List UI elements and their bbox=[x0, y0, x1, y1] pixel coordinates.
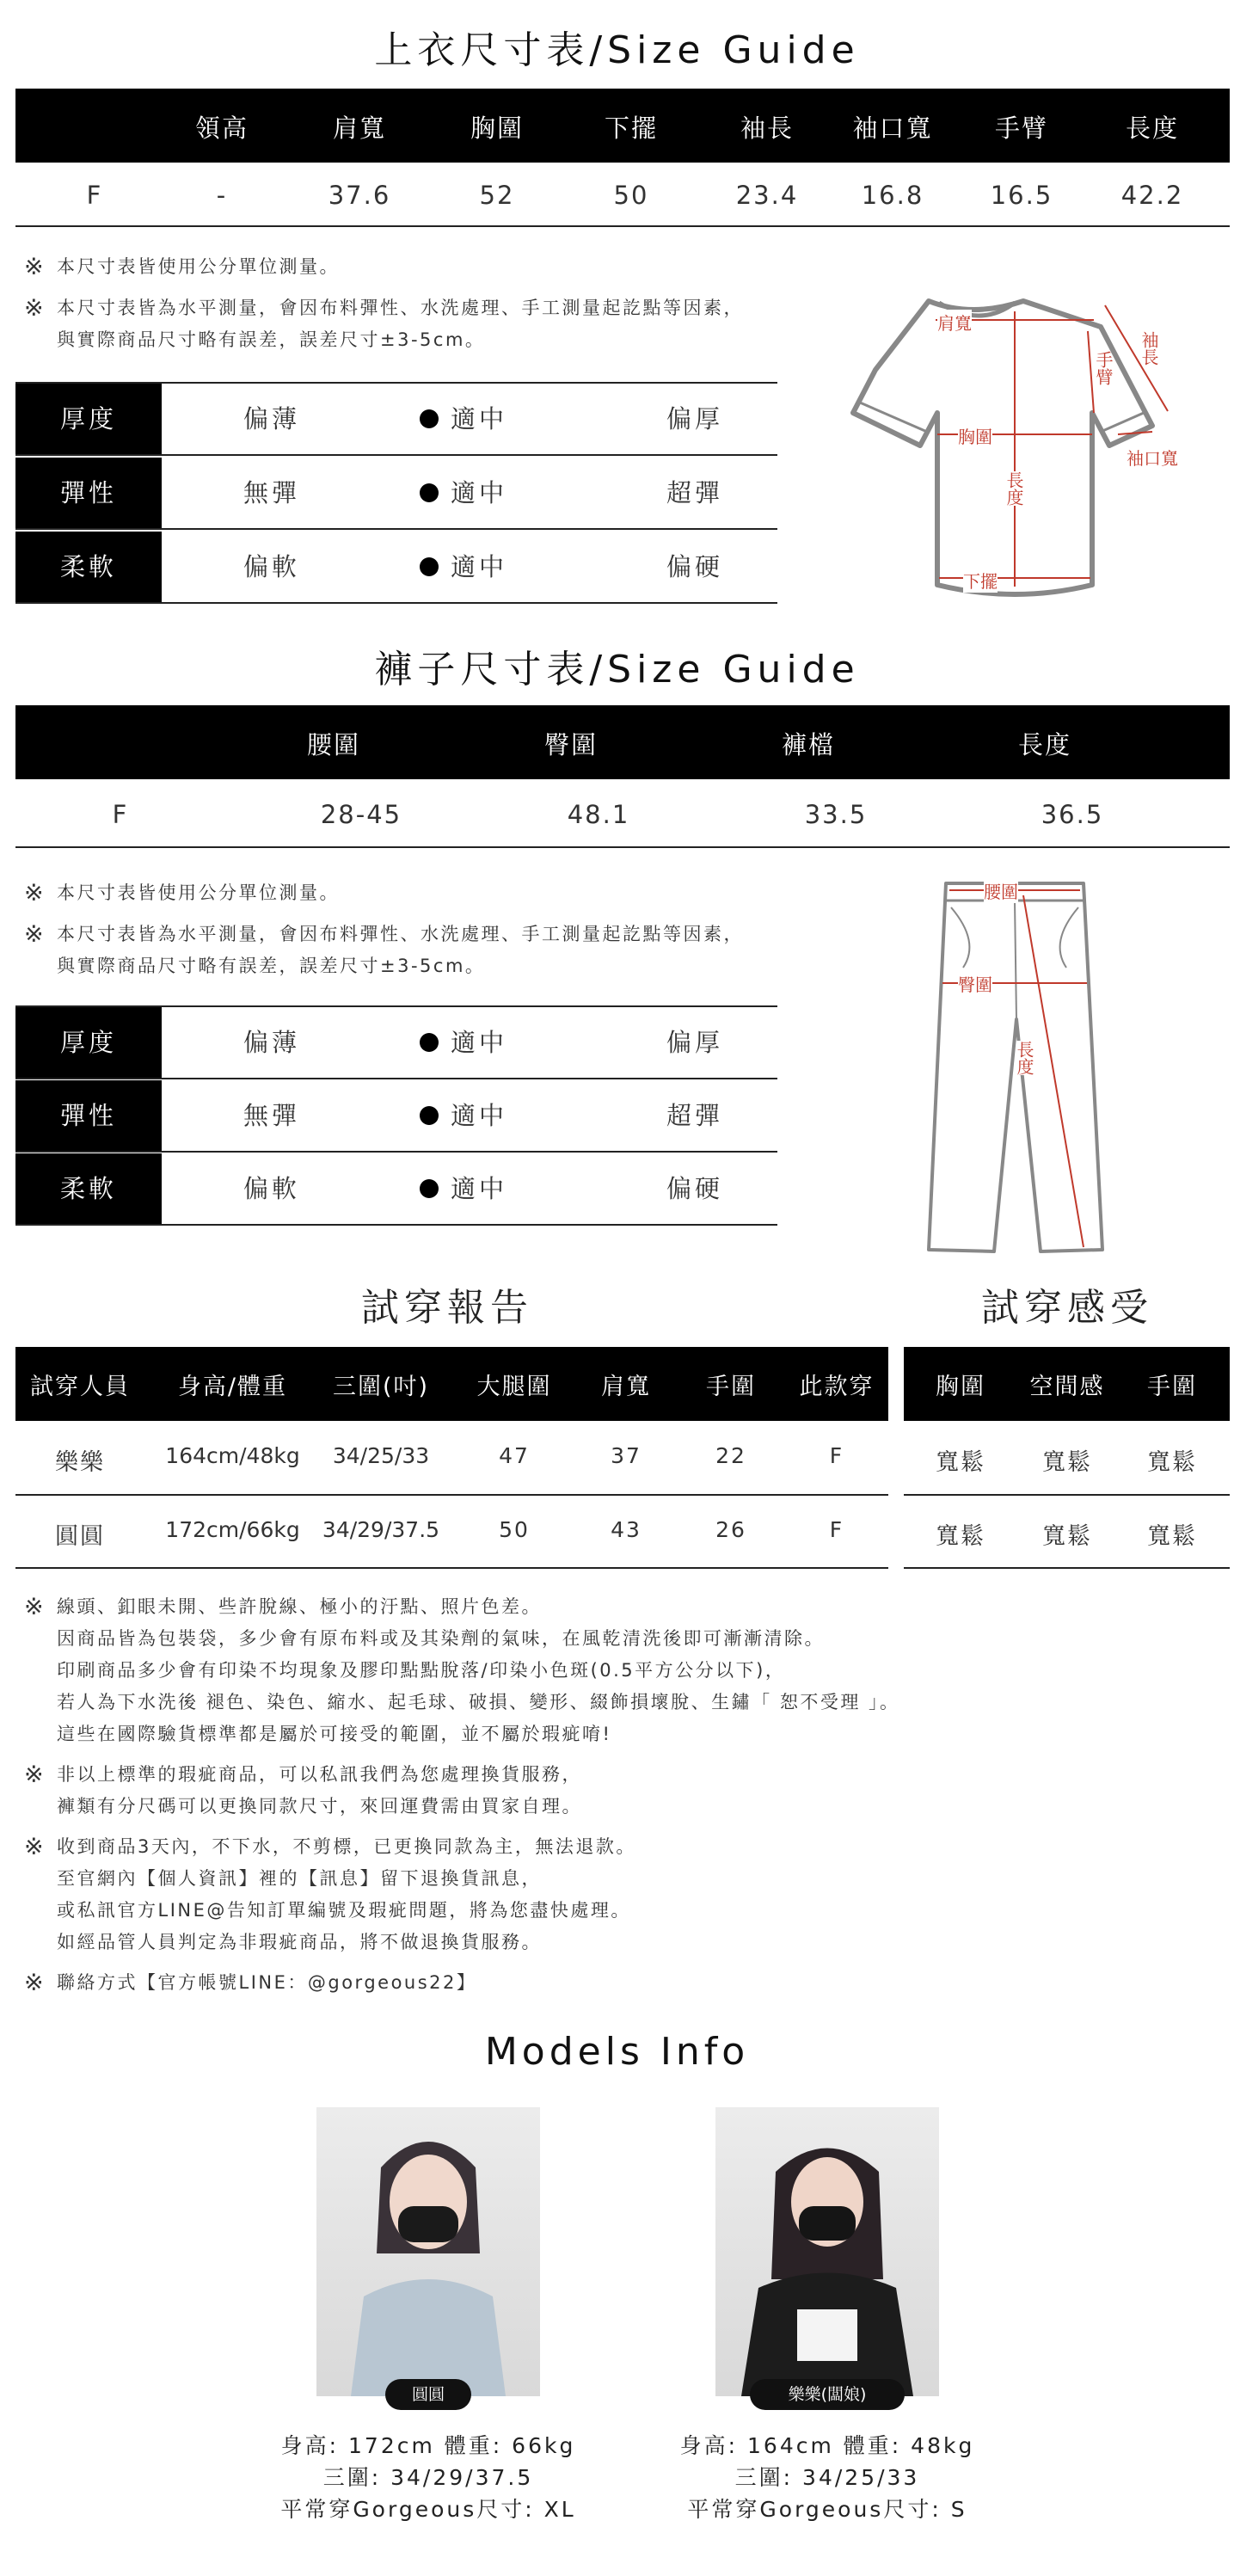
header-cell: 手臂 bbox=[994, 114, 1048, 143]
fabric-option: 無彈 bbox=[243, 1101, 301, 1130]
row-cell: 48.1 bbox=[567, 800, 630, 829]
fabric-row bbox=[15, 532, 777, 602]
row-cell: 33.5 bbox=[804, 800, 868, 829]
row-cell: 34/25/33 bbox=[332, 1443, 430, 1468]
header-cell: 大腿圍 bbox=[476, 1374, 552, 1400]
header-cell: 袖長 bbox=[740, 114, 794, 143]
header-cell: 三圍(吋) bbox=[332, 1374, 430, 1400]
diagram-label-length: 長度 bbox=[1004, 471, 1024, 506]
row-cell: 16.5 bbox=[990, 181, 1053, 210]
divider bbox=[15, 846, 1230, 848]
fabric-option: 無彈 bbox=[243, 478, 301, 507]
header-cell: 身高/體重 bbox=[177, 1374, 288, 1400]
model-photo-yuanyuan bbox=[316, 2107, 540, 2396]
header-cell: 試穿人員 bbox=[30, 1374, 130, 1400]
divider bbox=[15, 225, 1230, 227]
top-size-title: 上衣尺寸表/Size Guide bbox=[374, 28, 860, 72]
selected-dot-icon bbox=[420, 1179, 439, 1198]
diagram-label-shoulder: 肩寬 bbox=[937, 310, 972, 335]
row-cell: 172cm/66kg bbox=[165, 1517, 300, 1542]
row-cell: 23.4 bbox=[735, 181, 799, 210]
model-usual-size: 平常穿Gorgeous尺寸: XL bbox=[280, 2497, 576, 2522]
fabric-row bbox=[15, 384, 777, 454]
row-cell: 42.2 bbox=[1120, 181, 1184, 210]
row-cell: 22 bbox=[715, 1443, 746, 1468]
fabric-option: 偏厚 bbox=[666, 1028, 724, 1057]
model-measurements: 三圍: 34/29/37.5 bbox=[322, 2465, 534, 2490]
selected-dot-icon bbox=[420, 557, 439, 576]
header-cell: 下擺 bbox=[604, 114, 658, 143]
tryon-header bbox=[15, 1347, 888, 1421]
fabric-option: 偏硬 bbox=[666, 1174, 724, 1203]
diagram-label-hem: 下擺 bbox=[963, 568, 998, 593]
fabric-label: 厚度 bbox=[15, 384, 162, 454]
row-cell: F bbox=[829, 1517, 844, 1542]
fabric-label: 柔軟 bbox=[15, 1153, 162, 1224]
row-cell: 寬鬆 bbox=[1042, 1523, 1092, 1550]
fabric-row bbox=[15, 1080, 777, 1151]
model-name-tag: 圓圓 bbox=[385, 2379, 471, 2410]
header-cell: 胸圍 bbox=[936, 1374, 985, 1400]
pants-size-header bbox=[15, 705, 1230, 779]
row-cell: 寬鬆 bbox=[1042, 1449, 1092, 1476]
tryon-title: 試穿報告 bbox=[361, 1286, 533, 1330]
divider bbox=[15, 1567, 888, 1569]
row-cell: 樂樂 bbox=[55, 1449, 105, 1476]
row-cell: 43 bbox=[611, 1517, 642, 1542]
fabric-option: 偏薄 bbox=[243, 404, 301, 433]
header-cell: 肩寬 bbox=[332, 114, 386, 143]
row-cell: F bbox=[829, 1443, 844, 1468]
model-name-tag: 樂樂(闆娘) bbox=[750, 2379, 905, 2410]
fabric-option: 偏軟 bbox=[243, 1174, 301, 1203]
model-stats: 身高: 172cm 體重: 66kg bbox=[280, 2433, 576, 2458]
header-cell: 長度 bbox=[1125, 114, 1179, 143]
tryon-feel-title: 試穿感受 bbox=[981, 1286, 1153, 1330]
fabric-label: 厚度 bbox=[15, 1007, 162, 1078]
model-usual-size: 平常穿Gorgeous尺寸: S bbox=[687, 2497, 967, 2522]
header-cell: 臀圍 bbox=[543, 730, 598, 759]
row-cell: 寬鬆 bbox=[936, 1523, 985, 1550]
row-cell: 16.8 bbox=[861, 181, 924, 210]
divider bbox=[904, 1494, 1230, 1496]
fabric-row bbox=[15, 1153, 777, 1224]
diagram-label-sleeve: 袖長 bbox=[1139, 331, 1159, 366]
model-photo-lele bbox=[715, 2107, 939, 2396]
fabric-option: 適中 bbox=[451, 404, 508, 433]
row-cell: 50 bbox=[499, 1517, 530, 1542]
header-cell: 肩寬 bbox=[601, 1374, 651, 1400]
tryon-feel-header bbox=[904, 1347, 1230, 1421]
row-cell: 26 bbox=[715, 1517, 746, 1542]
tshirt-diagram bbox=[843, 284, 1204, 611]
diagram-label-waist: 腰圍 bbox=[984, 878, 1018, 903]
fabric-option: 偏軟 bbox=[243, 552, 301, 581]
diagram-label-length: 長度 bbox=[1014, 1041, 1034, 1075]
model-stats: 身高: 164cm 體重: 48kg bbox=[679, 2433, 975, 2458]
header-cell: 領高 bbox=[194, 114, 249, 143]
header-cell: 空間感 bbox=[1029, 1374, 1105, 1400]
divider bbox=[904, 1567, 1230, 1569]
selected-dot-icon bbox=[420, 1106, 439, 1125]
row-cell: 36.5 bbox=[1041, 800, 1104, 829]
fabric-label: 柔軟 bbox=[15, 532, 162, 602]
row-cell: 寬鬆 bbox=[1147, 1449, 1197, 1476]
fabric-option: 適中 bbox=[451, 478, 508, 507]
top-size-header bbox=[15, 89, 1230, 163]
fabric-option: 適中 bbox=[451, 1101, 508, 1130]
row-cell: F bbox=[86, 181, 103, 210]
fabric-option: 偏薄 bbox=[243, 1028, 301, 1057]
selected-dot-icon bbox=[420, 1033, 439, 1052]
row-cell: 37 bbox=[611, 1443, 642, 1468]
row-cell: 47 bbox=[499, 1443, 530, 1468]
fabric-option: 偏硬 bbox=[666, 552, 724, 581]
model-info-yuanyuan bbox=[213, 2430, 643, 2525]
header-cell: 此款穿 bbox=[799, 1374, 875, 1400]
diagram-label-chest: 胸圍 bbox=[958, 423, 992, 448]
row-cell: F bbox=[112, 800, 129, 829]
diagram-label-arm: 手臂 bbox=[1093, 351, 1114, 385]
fabric-row bbox=[15, 458, 777, 528]
selected-dot-icon bbox=[420, 483, 439, 502]
row-cell: - bbox=[216, 181, 228, 210]
row-cell: 圓圓 bbox=[55, 1523, 105, 1550]
fabric-row bbox=[15, 1007, 777, 1078]
row-cell: 50 bbox=[613, 181, 649, 210]
row-cell: 34/29/37.5 bbox=[322, 1517, 440, 1542]
selected-dot-icon bbox=[420, 409, 439, 428]
header-cell: 手圍 bbox=[706, 1374, 756, 1400]
fabric-option: 超彈 bbox=[666, 478, 724, 507]
model-silhouette-icon bbox=[316, 2107, 540, 2396]
model-info-lele bbox=[612, 2430, 1042, 2525]
row-cell: 寬鬆 bbox=[936, 1449, 985, 1476]
diagram-label-cuff: 袖口寬 bbox=[1127, 448, 1178, 469]
header-cell: 胸圍 bbox=[470, 114, 524, 143]
row-cell: 37.6 bbox=[328, 181, 391, 210]
header-cell: 褲檔 bbox=[781, 730, 835, 759]
models-title: Models Info bbox=[484, 2030, 750, 2074]
pants-diagram bbox=[912, 873, 1118, 1256]
header-cell: 長度 bbox=[1017, 730, 1071, 759]
pants-size-title: 褲子尺寸表/Size Guide bbox=[374, 648, 860, 692]
row-cell: 寬鬆 bbox=[1147, 1523, 1197, 1550]
fabric-option: 適中 bbox=[451, 1028, 508, 1057]
fabric-option: 偏厚 bbox=[666, 404, 724, 433]
fabric-option: 適中 bbox=[451, 1174, 508, 1203]
row-cell: 52 bbox=[479, 181, 515, 210]
fabric-option: 超彈 bbox=[666, 1101, 724, 1130]
header-cell: 腰圍 bbox=[306, 730, 360, 759]
header-cell: 手圍 bbox=[1147, 1374, 1197, 1400]
model-silhouette-icon bbox=[715, 2107, 939, 2396]
model-measurements: 三圍: 34/25/33 bbox=[734, 2465, 920, 2490]
row-cell: 164cm/48kg bbox=[165, 1443, 300, 1468]
fabric-label: 彈性 bbox=[15, 458, 162, 528]
fabric-option: 適中 bbox=[451, 552, 508, 581]
divider bbox=[15, 1494, 888, 1496]
header-cell: 袖口寬 bbox=[852, 114, 933, 143]
fabric-label: 彈性 bbox=[15, 1080, 162, 1151]
diagram-label-hip: 臀圍 bbox=[958, 971, 992, 996]
row-cell: 28-45 bbox=[320, 800, 402, 829]
